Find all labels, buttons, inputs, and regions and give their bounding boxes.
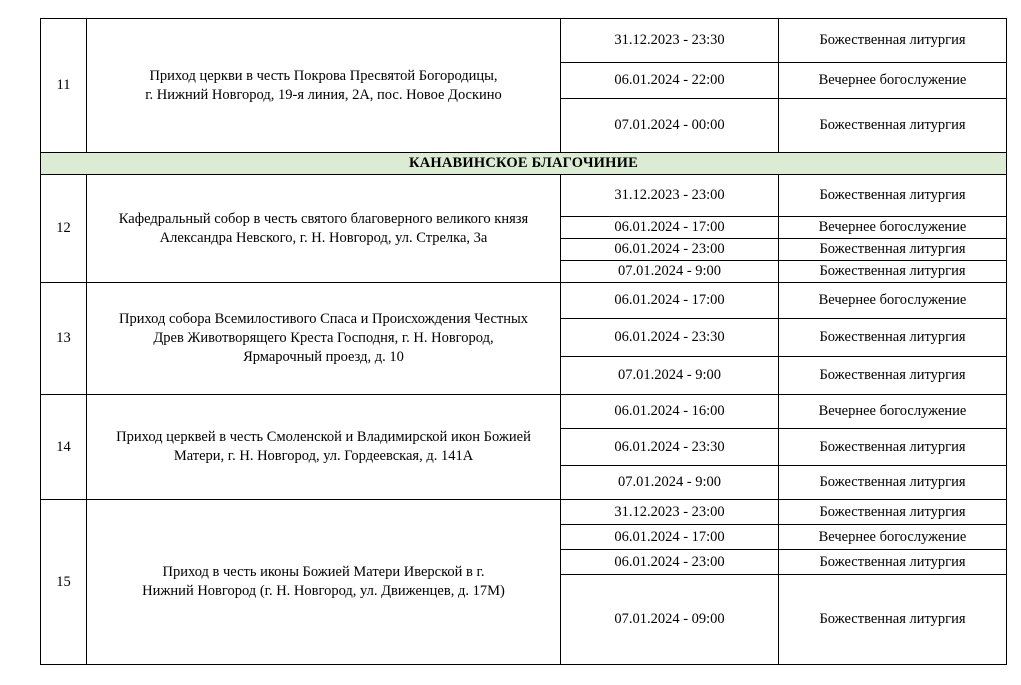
- parish-name: Приход церкви в честь Покрова Пресвятой Богородицы,: [149, 67, 498, 84]
- parish-address: Нижний Новгород (г. Н. Новгород, ул. Движенцев, д. 17М): [142, 583, 505, 599]
- parish-name: Кафедральный собор в честь святого благоверного великого князя: [118, 210, 529, 227]
- service-datetime: 07.01.2024 - 9:00: [561, 261, 779, 283]
- service-type: Божественная литургия: [779, 500, 1007, 525]
- service-type: Вечернее богослужение: [779, 525, 1007, 550]
- service-datetime: 07.01.2024 - 00:00: [561, 99, 779, 153]
- service-datetime: 07.01.2024 - 9:00: [561, 466, 779, 500]
- service-datetime: 06.01.2024 - 23:00: [561, 550, 779, 575]
- service-type: Божественная литургия: [779, 575, 1007, 665]
- service-datetime: 06.01.2024 - 16:00: [561, 395, 779, 429]
- parish-address-line2: Ярмарочный проезд, д. 10: [243, 349, 404, 365]
- parish-name: Приход церквей в честь Смоленской и Владимирской икон Божией: [116, 429, 531, 445]
- section-title: КАНАВИНСКОЕ БЛАГОЧИНИЕ: [41, 153, 1007, 175]
- service-type: Божественная литургия: [779, 99, 1007, 153]
- parish-name-cell: [87, 500, 561, 665]
- service-datetime: 31.12.2023 - 23:00: [561, 500, 779, 525]
- service-type: Божественная литургия: [779, 466, 1007, 500]
- parish-number: 15: [41, 500, 87, 665]
- section-row: [41, 153, 1007, 175]
- service-type: Вечернее богослужение: [779, 217, 1007, 239]
- parish-address: Матери, г. Н. Новгород, ул. Гордеевская, д. 141А: [173, 448, 474, 464]
- table-row: [41, 283, 1007, 319]
- parish-name-cell: [87, 175, 561, 283]
- service-type: Божественная литургия: [779, 550, 1007, 575]
- service-type: Вечернее богослужение: [779, 63, 1007, 99]
- service-datetime: 06.01.2024 - 17:00: [561, 525, 779, 550]
- schedule-table: [40, 18, 1007, 665]
- service-datetime: 31.12.2023 - 23:00: [561, 175, 779, 217]
- service-datetime: 07.01.2024 - 09:00: [561, 575, 779, 665]
- service-type: Вечернее богослужение: [779, 395, 1007, 429]
- parish-name: Приход собора Всемилостивого Спаса и Происхождения Честных: [118, 311, 528, 327]
- parish-name-cell: [87, 283, 561, 395]
- service-type: Божественная литургия: [779, 175, 1007, 217]
- table-row: [41, 500, 1007, 525]
- parish-name: Приход в честь иконы Божией Матери Иверской в г.: [162, 564, 485, 580]
- parish-name-cell: [87, 19, 561, 153]
- service-type: Божественная литургия: [779, 239, 1007, 261]
- service-type: Божественная литургия: [779, 357, 1007, 395]
- service-datetime: 06.01.2024 - 22:00: [561, 63, 779, 99]
- service-datetime: 06.01.2024 - 17:00: [561, 283, 779, 319]
- parish-name-cell: [87, 395, 561, 500]
- table-row: [41, 175, 1007, 217]
- table-row: [41, 19, 1007, 63]
- parish-address: Александра Невского, г. Н. Новгород, ул. Стрелка, 3а: [159, 229, 488, 246]
- parish-number: 14: [41, 395, 87, 500]
- service-datetime: 07.01.2024 - 9:00: [561, 357, 779, 395]
- service-type: Божественная литургия: [779, 261, 1007, 283]
- service-datetime: 06.01.2024 - 23:00: [561, 239, 779, 261]
- service-type: Божественная литургия: [779, 319, 1007, 357]
- parish-number: 11: [41, 19, 87, 153]
- parish-address: г. Нижний Новгород, 19-я линия, 2А, пос. Новое Доскино: [145, 86, 502, 103]
- service-type: Вечернее богослужение: [779, 283, 1007, 319]
- service-datetime: 06.01.2024 - 23:30: [561, 429, 779, 466]
- service-datetime: 31.12.2023 - 23:30: [561, 19, 779, 63]
- service-datetime: 06.01.2024 - 23:30: [561, 319, 779, 357]
- service-type: Божественная литургия: [779, 429, 1007, 466]
- table-row: [41, 395, 1007, 429]
- parish-number: 13: [41, 283, 87, 395]
- parish-number: 12: [41, 175, 87, 283]
- service-datetime: 06.01.2024 - 17:00: [561, 217, 779, 239]
- parish-address: Древ Животворящего Креста Господня, г. Н. Новгород,: [153, 330, 494, 346]
- service-type: Божественная литургия: [779, 19, 1007, 63]
